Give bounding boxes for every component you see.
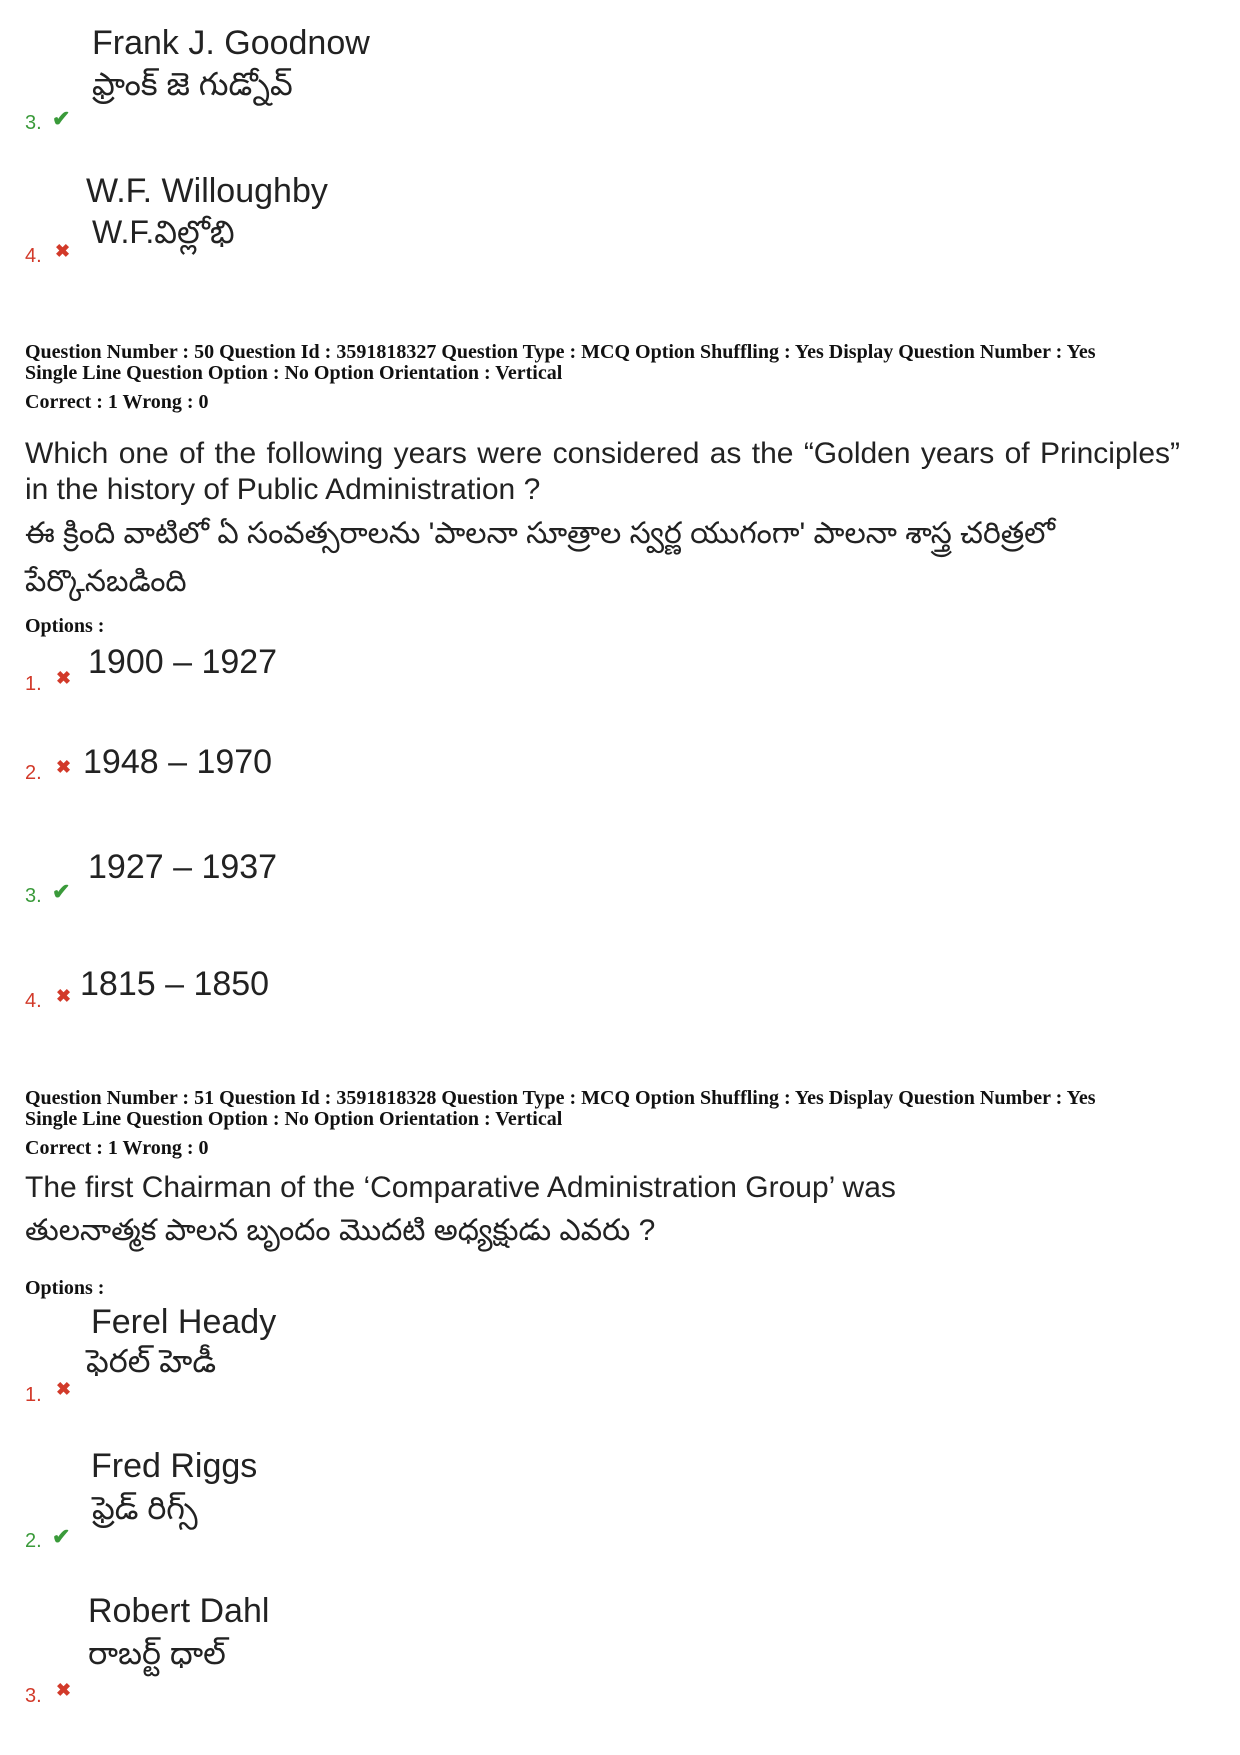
cross-icon: ✖ [56, 1680, 72, 1700]
option-text-en: Frank J. Goodnow [92, 24, 370, 62]
meta-line: Question Number : 50 Question Id : 3591818327 Question Type : MCQ Option Shuffling : Yes Display Question Number : Yes [25, 341, 1096, 363]
meta-line: Question Number : 51 Question Id : 3591818328 Question Type : MCQ Option Shuffling : Yes Display Question Number : Yes [25, 1087, 1096, 1109]
cross-icon: ✖ [56, 986, 72, 1006]
meta-line: Single Line Question Option : No Option Orientation : Vertical [25, 362, 563, 384]
option-number: 3. [25, 885, 42, 907]
option-number: 4. [25, 245, 42, 267]
option-number: 2. [25, 762, 42, 784]
option-text-en: W.F. Willoughby [86, 172, 328, 210]
check-icon: ✔ [52, 879, 71, 904]
option-number: 2. [25, 1530, 42, 1552]
options-label: Options : [25, 615, 105, 637]
option-text-en: 1900 – 1927 [88, 643, 278, 681]
cross-icon: ✖ [55, 241, 71, 261]
option-text-en: 1815 – 1850 [80, 965, 270, 1003]
meta-line: Correct : 1 Wrong : 0 [25, 391, 209, 413]
question-text-en: The first Chairman of the ‘Comparative Administration Group’ was [25, 1171, 896, 1204]
option-text-en: 1927 – 1937 [88, 848, 278, 886]
option-number: 1. [25, 673, 42, 695]
cross-icon: ✖ [56, 668, 72, 688]
option-text-te: ఫ్రాంక్ జె గుడ్నోవ్ [92, 66, 293, 102]
question-text-te: తులనాత్మక పాలన బృందం మొదటి అధ్యక్షుడు ఎవరు ? [25, 1214, 656, 1247]
option-text-en: Fred Riggs [91, 1447, 258, 1485]
option-text-en: Ferel Heady [91, 1303, 277, 1341]
cross-icon: ✖ [56, 757, 72, 777]
option-text-te: రాబర్ట్ ధాల్ [88, 1635, 226, 1671]
option-text-te: ఫెరల్ హెడీ [86, 1343, 217, 1379]
option-number: 4. [25, 990, 42, 1012]
meta-line: Single Line Question Option : No Option Orientation : Vertical [25, 1108, 563, 1130]
question-text-en: Which one of the following years were considered as the “Golden years of Principles” in the history of Public Administration ? [25, 437, 1180, 506]
option-text-te: ఫ్రెడ్ రిగ్స్ [92, 1490, 198, 1526]
option-number: 3. [25, 1685, 42, 1707]
check-icon: ✔ [52, 106, 71, 131]
meta-line: Correct : 1 Wrong : 0 [25, 1137, 209, 1159]
option-text-te: W.F.విల్లోభి [92, 214, 235, 250]
question-meta [25, 1088, 1095, 1159]
check-icon: ✔ [52, 1524, 71, 1549]
option-text-en: 1948 – 1970 [83, 743, 273, 781]
option-number: 1. [25, 1384, 42, 1406]
cross-icon: ✖ [56, 1379, 72, 1399]
question-meta [25, 342, 1095, 413]
option-text-en: Robert Dahl [88, 1592, 270, 1630]
option-number: 3. [25, 112, 42, 134]
question-text-te: ఈ క్రింది వాటిలో ఏ సంవత్సరాలను 'పాలనా సూత్రాల స్వర్ణ యుగంగా' పాలనా శాస్త్ర చరిత్రలో పేర్కొనబడింది [25, 517, 1055, 598]
options-label: Options : [25, 1277, 105, 1299]
